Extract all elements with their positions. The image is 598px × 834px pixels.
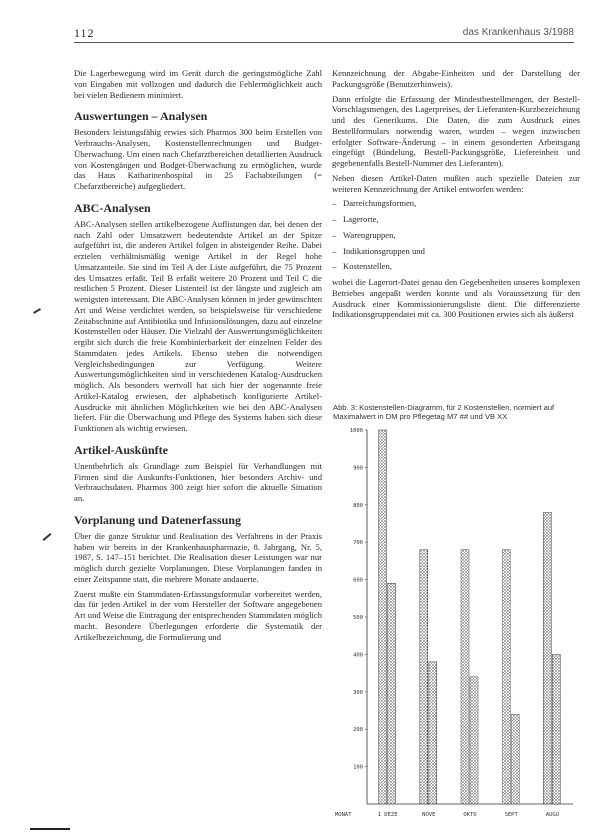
- bar-okto-series-1: [461, 550, 469, 804]
- right-column: [332, 68, 580, 324]
- bar-okto-series-2: [470, 677, 478, 804]
- running-head: das Krankenhaus 3/1988: [462, 27, 574, 38]
- bar-sept-series-1: [502, 550, 510, 804]
- paragraph: wobei die Lagerort-Datei genau den Gegebenheiten unseres komplexen Betriebes angepaßt werden konnte und als Voraussetzung für den Ausdruck einer Kommissionierungsliste dient. Die differenzierte Indikationsgruppendatei mit ca. 300 Positionen erwies sich als äußerst: [332, 277, 580, 320]
- paragraph: Kennzeichnung der Abgabe-Einheiten und der Darstellung der Packungsgröße (Benutzerhinweis).: [332, 68, 580, 89]
- footer-mark: [30, 828, 70, 830]
- section-heading-vorplanung: Vorplanung und Datenerfassung: [74, 512, 241, 527]
- bar-sept-series-2: [511, 714, 519, 804]
- bar-1-deze-series-1: [379, 430, 387, 804]
- bar-nove-series-2: [429, 662, 437, 804]
- bar-nove-series-1: [420, 550, 428, 804]
- section-heading-auswertungen: Auswertungen – Analysen: [74, 109, 208, 124]
- paragraph: Über die ganze Struktur und Realisation des Verfahrens in der Praxis haben wir bereits in der Krankenhauspharmazie, 8. Jahrgang, Nr. 5, 1987, S. 147–151 berichtet. Die Realisation dieser Leistungen war nur möglich durch gezielte Vorplanungen. Diese Vorplanungen fanden in einer Zeitspanne statt, die mehrere Monate andauerte.: [74, 530, 322, 584]
- margin-mark: [43, 533, 52, 541]
- section-heading-artikel-auskuenfte: Artikel-Auskünfte: [74, 442, 169, 457]
- list-item: – Kostenstellen,: [332, 261, 580, 272]
- x-tick-label: 1 DEZE: [377, 812, 398, 818]
- y-tick-label: 800: [353, 502, 363, 509]
- y-tick-label: 600: [353, 577, 363, 584]
- bar-augu-series-2: [552, 654, 560, 804]
- bar-augu-series-1: [543, 512, 551, 804]
- paragraph: Besonders leistungsfähig erwies sich Pharmos 300 beim Erstellen von Verbrauchs-Analysen, Kostenstellenrechnungen und Budget-Überwachung. Um einen nach Chefarztbereichen detaillierten Ausdruck von Kostengängen und Budget-Überwachung zu ermöglichen, wurde das Haus Katharinenhospital in 25 Fachabteilungen (= Chefarztbereiche) aufgegliedert.: [74, 127, 322, 191]
- list-item: – Indikationsgruppen und: [332, 246, 580, 257]
- figure-cost-center-chart: [333, 403, 581, 826]
- list-item: – Lagerorte,: [332, 214, 580, 225]
- x-tick-label: AUGU: [545, 812, 560, 818]
- x-tick-label: NOVE: [422, 812, 436, 818]
- y-tick-label: 300: [353, 689, 363, 696]
- y-tick-label: 200: [353, 727, 363, 734]
- x-axis-leading-label: MONAT: [335, 812, 352, 818]
- bar-chart: [333, 424, 581, 826]
- left-column: [74, 68, 322, 646]
- y-tick-label: 700: [353, 540, 363, 547]
- list-item: – Darreichungsformen,: [332, 198, 580, 209]
- file-type-list: [332, 198, 580, 272]
- y-tick-label: 400: [353, 652, 363, 659]
- paragraph: Neben diesen Artikel-Daten mußten auch spezielle Dateien zur weiteren Kennzeichnung der Artikel entworfen werden:: [332, 172, 580, 194]
- margin-mark: [33, 308, 41, 314]
- paragraph: Unentbehrlich als Grundlage zum Beispiel für Verhandlungen mit Firmen sind die Auskunfts-Funktionen, hier besonders Archiv- und Verbrauchsdaten. Pharmos 300 zeigt hier sofort die aktuelle Situation an.: [74, 460, 322, 503]
- section-heading-abc-analysen: ABC-Analysen: [74, 200, 151, 215]
- x-tick-label: SEPT: [504, 812, 518, 818]
- figure-caption: Abb. 3: Kostenstellen-Diagramm, für 2 Kostenstellen, normiert auf Maximalwert in DM pro Pflegetag M7 ## und VB XX: [333, 403, 555, 421]
- page-header: [74, 26, 574, 43]
- paragraph: Zuerst mußte ein Stammdaten-Erfassungsformular vorbereitet werden, das für jeden Artikel in der vom Hersteller der Software angegebenen Art und Weise die Eintragung der entsprechenden Stammdaten möglich macht. Besondere Überlegungen erforderte die Systematik der Artikelbezeichnung, die Formulierung und: [74, 588, 322, 642]
- x-tick-label: OKTO: [463, 812, 477, 818]
- intro-paragraph: Die Lagerbewegung wird im Gerät durch die geringstmögliche Zahl von Eingaben mit vollzogen und dadurch die Fehlermöglichkeit auch bei vielen Bedienern minimiert.: [74, 68, 322, 100]
- paragraph: Dann erfolgte die Erfassung der Mindestbestellmengen, der Bestell-Vorschlagsmengen, des Lagerpreises, der Lieferanten-Kurzbezeichnung und des Generikums. Die Daten, die zum Ausdruck eines Bestellformulars notwendig waren, wurden – wegen inzwischen erfolgter Software-Änderung – in einem gesonderten Arbeitsgang eingefügt (Bündelung, Bestell-Packungsgröße, Liefereinheit und gegebenenfalls Bestell-Nummer des Lieferanten).: [332, 93, 580, 168]
- bar-1-deze-series-2: [388, 583, 396, 804]
- page-number: 112: [74, 26, 95, 40]
- y-tick-label: 500: [353, 615, 363, 621]
- y-tick-label: 1000: [349, 428, 363, 434]
- list-item: – Warengruppen,: [332, 230, 580, 241]
- paragraph: ABC-Analysen stellen artikelbezogene Auflistungen dar, bei denen der nach Zahl oder Umsatzwert bedeutendste Artikel an der Spitze aufgeführt ist, die anderen Artikel folgen in absteigender Reihe. Dabei erzielen verhältnismäßig wenige Artikel in der Regel hohe Umsatzanteile. Sie sind im Teil A der Liste aufgeführt, die 75 Prozent des Umsatzes erfaßt. Teil B erfaßt weitere 20 Prozent und Teil C die restlichen 5 Prozent. Dieser Listenteil ist der längste und zugleich am wenigsten interessant. Die ABC-Analysen können in jeder gewünschten Art und Weise verdichtet werden, so beispielsweise für verschiedene Zeitabschnitte auf Antibiotika und Infusionslösungen, dazu auf einzelne Kostenstellen oder Häuser. Die Vielzahl der Auswertungsmöglichkeiten ergibt sich durch die freie Kombinierbarkeit der einzelnen Felder des Stammdaten jedes Artikels. Ebenso stehen die notwendigen Vergleichsbedingungen zur Verfügung. Weitere Auswertungsmöglichkeiten sind in verschiedenen Katalog-Ausdrucken möglich. Als besonders wertvoll hat sich hier der sogenannte freie Artikel-Katalog erwiesen, der alphabetisch konfigurierte Artikel-Ausdrucke mit ähnlichen Möglichkeiten wie bei den ABC-Analysen liefert. Für die Überwachung und Pflege des Systems haben sich diese Funktionen als wichtig erwiesen.: [74, 218, 322, 433]
- y-tick-label: 100: [353, 764, 363, 771]
- y-tick-label: 900: [353, 465, 363, 472]
